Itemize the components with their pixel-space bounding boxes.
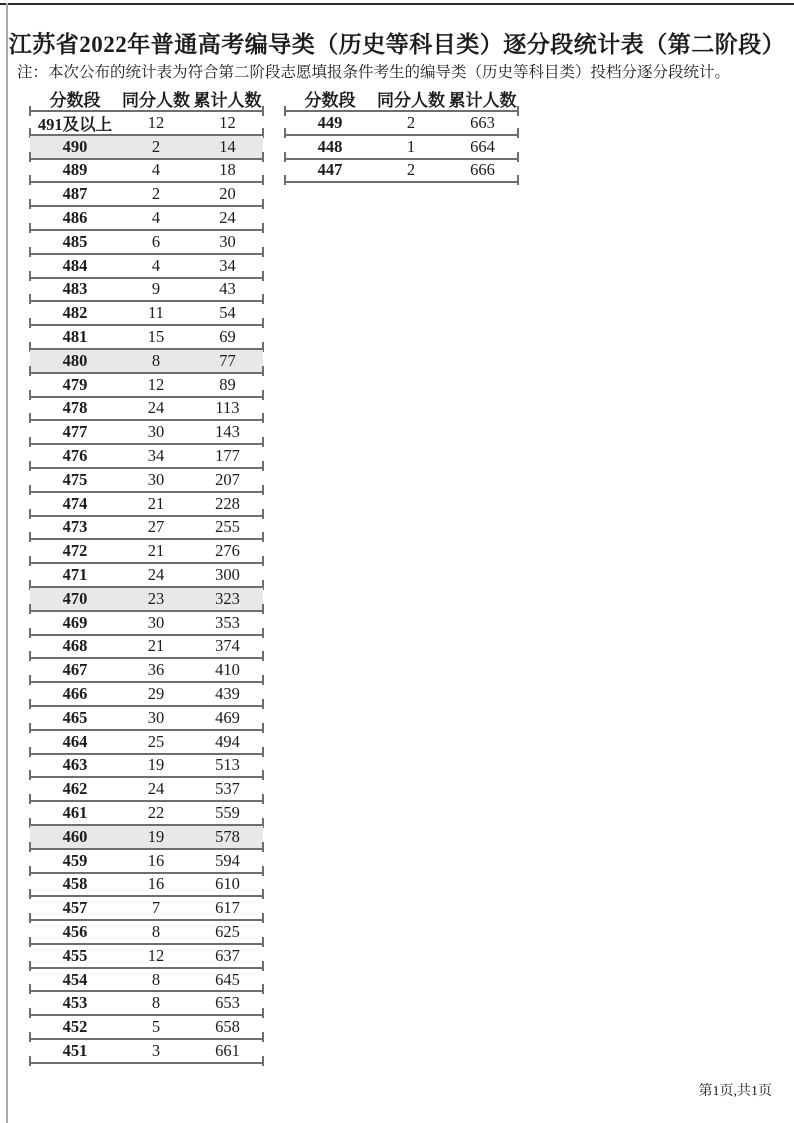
score-segment-cell: 469 (62, 612, 88, 632)
cumulative-count-cell: 578 (215, 826, 240, 846)
table-row (30, 302, 263, 326)
same-score-count-cell: 27 (147, 517, 165, 537)
same-score-count-cell: 2 (406, 160, 416, 180)
score-segment-cell: 483 (62, 279, 88, 299)
cumulative-count-cell: 594 (215, 850, 240, 870)
same-score-count-cell: 34 (147, 446, 165, 466)
same-score-count-cell: 25 (147, 731, 165, 751)
header-score-segment: 分数段 (49, 90, 101, 110)
table-row (30, 112, 263, 136)
score-segment-cell: 451 (62, 1040, 88, 1060)
header-same-score-count: 同分人数 (377, 90, 445, 110)
table-row (30, 374, 263, 398)
same-score-count-cell: 12 (147, 374, 165, 394)
cumulative-count-cell: 143 (215, 422, 240, 442)
same-score-count-cell: 9 (151, 279, 161, 299)
same-score-count-cell: 30 (147, 469, 165, 489)
score-segment-cell: 475 (62, 469, 88, 489)
same-score-count-cell: 11 (148, 303, 164, 323)
cumulative-count-cell: 439 (215, 684, 240, 704)
table-row (30, 850, 263, 874)
cumulative-count-cell: 12 (219, 112, 236, 132)
cumulative-count-cell: 255 (215, 517, 240, 537)
cumulative-count-cell: 559 (215, 803, 240, 822)
table-row (30, 517, 263, 541)
cumulative-count-cell: 663 (470, 112, 495, 132)
table-row (30, 659, 263, 683)
score-segment-cell: 463 (62, 755, 88, 775)
cumulative-count-cell: 661 (215, 1040, 240, 1060)
same-score-count-cell: 30 (147, 612, 165, 632)
same-score-count-cell: 4 (151, 160, 161, 180)
cumulative-count-cell: 207 (215, 469, 240, 489)
table-row (30, 636, 263, 660)
score-segment-cell: 482 (62, 303, 88, 323)
same-score-count-cell: 21 (147, 541, 165, 561)
cumulative-count-cell: 625 (215, 921, 240, 941)
cumulative-count-cell: 353 (215, 612, 240, 632)
score-table-left (30, 86, 263, 1064)
cumulative-count-cell: 469 (215, 707, 240, 727)
score-segment-cell: 474 (62, 493, 88, 513)
cumulative-count-cell: 18 (219, 160, 236, 180)
cumulative-count-cell: 494 (215, 731, 240, 751)
table-row (30, 992, 263, 1016)
table-row (30, 1040, 263, 1064)
cumulative-count-cell: 637 (215, 945, 240, 965)
score-segment-cell: 460 (62, 826, 88, 846)
same-score-count-cell: 21 (147, 636, 165, 656)
same-score-count-cell: 4 (151, 255, 161, 275)
table-row (30, 874, 263, 898)
same-score-count-cell: 16 (147, 850, 165, 870)
same-score-count-cell: 7 (151, 898, 161, 918)
table-row (30, 469, 263, 493)
table-row (30, 540, 263, 564)
score-segment-cell: 484 (62, 255, 88, 275)
page-note: 注：本次公布的统计表为符合第二阶段志愿填报条件考生的编导类（历史等科目类）投档分逐分段统计。 (17, 64, 731, 81)
score-segment-cell: 449 (317, 112, 343, 132)
table-row (285, 160, 518, 184)
cumulative-count-cell: 30 (219, 231, 236, 251)
same-score-count-cell: 15 (147, 327, 165, 347)
table-row (30, 755, 263, 779)
table-row (30, 707, 263, 731)
same-score-count-cell: 8 (151, 969, 161, 989)
score-segment-cell: 455 (62, 945, 88, 965)
table-body-left (30, 112, 263, 1064)
cumulative-count-cell: 653 (215, 993, 240, 1013)
score-segment-cell: 465 (62, 707, 88, 727)
table-row (30, 969, 263, 993)
cumulative-count-cell: 610 (215, 874, 240, 894)
header-cumulative-count: 累计人数 (193, 90, 262, 110)
table-row (30, 255, 263, 279)
table-row (30, 945, 263, 969)
score-segment-cell: 462 (62, 779, 88, 799)
cumulative-count-cell: 177 (215, 446, 240, 466)
table-row (30, 802, 263, 826)
score-segment-cell: 478 (62, 398, 88, 418)
score-segment-cell: 456 (62, 921, 88, 941)
table-row (30, 897, 263, 921)
table-row (30, 564, 263, 588)
header-score-segment: 分数段 (304, 90, 356, 110)
score-segment-cell: 464 (62, 731, 88, 751)
cumulative-count-cell: 43 (219, 279, 236, 299)
table-header-right (285, 86, 518, 110)
same-score-count-cell: 29 (147, 684, 165, 704)
score-segment-cell: 448 (317, 136, 343, 156)
table-row (30, 421, 263, 445)
page-title: 江苏省2022年普通高考编导类（历史等科目类）逐分段统计表（第二阶段） (8, 32, 786, 57)
score-segment-cell: 486 (62, 208, 88, 228)
cumulative-count-cell: 513 (215, 755, 240, 775)
score-segment-cell: 485 (62, 231, 88, 251)
score-segment-cell: 457 (62, 898, 88, 918)
score-segment-cell: 452 (62, 1017, 88, 1037)
table-row (30, 207, 263, 231)
score-segment-cell: 459 (62, 850, 88, 870)
score-segment-cell: 489 (62, 160, 88, 180)
table-row (30, 445, 263, 469)
table-body-right (285, 112, 518, 183)
same-score-count-cell: 24 (147, 779, 165, 799)
same-score-count-cell: 23 (147, 588, 165, 608)
score-segment-cell: 467 (62, 660, 88, 680)
table-row (30, 731, 263, 755)
table-row (30, 1016, 263, 1040)
table-row (285, 136, 518, 160)
same-score-count-cell: 3 (151, 1040, 161, 1060)
score-segment-cell: 447 (317, 160, 343, 180)
score-segment-cell: 468 (62, 636, 88, 656)
header-same-score-count: 同分人数 (122, 90, 190, 110)
same-score-count-cell: 19 (147, 755, 165, 775)
cumulative-count-cell: 537 (215, 779, 240, 799)
score-segment-cell: 491及以上 (37, 114, 113, 134)
same-score-count-cell: 2 (151, 136, 161, 156)
same-score-count-cell: 19 (147, 826, 165, 846)
same-score-count-cell: 21 (147, 493, 165, 513)
score-segment-cell: 470 (62, 588, 88, 608)
score-segment-cell: 476 (62, 446, 88, 466)
cumulative-count-cell: 323 (215, 588, 240, 608)
table-row (30, 350, 263, 374)
score-segment-cell: 480 (62, 350, 88, 370)
score-segment-cell: 471 (62, 565, 88, 585)
same-score-count-cell: 5 (151, 1017, 161, 1037)
same-score-count-cell: 12 (147, 112, 165, 132)
cumulative-count-cell: 645 (215, 969, 240, 989)
same-score-count-cell: 2 (406, 112, 416, 132)
same-score-count-cell: 30 (147, 422, 165, 442)
score-segment-cell: 458 (62, 874, 88, 894)
same-score-count-cell: 8 (151, 993, 161, 1013)
page-number: 第1页,共1页 (698, 1084, 772, 1099)
table-row (30, 231, 263, 255)
table-row (30, 778, 263, 802)
score-table-right (285, 86, 518, 183)
table-row (30, 398, 263, 422)
cumulative-count-cell: 228 (215, 493, 240, 513)
cumulative-count-cell: 658 (215, 1017, 240, 1037)
same-score-count-cell: 12 (147, 945, 165, 965)
cumulative-count-cell: 77 (219, 350, 236, 370)
page-border-left (6, 3, 8, 1123)
cumulative-count-cell: 89 (219, 374, 236, 394)
table-row (30, 588, 263, 612)
cumulative-count-cell: 410 (215, 660, 240, 680)
same-score-count-cell: 22 (147, 803, 165, 822)
same-score-count-cell: 8 (151, 921, 161, 941)
cumulative-count-cell: 617 (215, 898, 240, 918)
page-border-top (0, 3, 794, 5)
cumulative-count-cell: 113 (215, 398, 240, 418)
table-row (30, 612, 263, 636)
cumulative-count-cell: 300 (215, 565, 240, 585)
table-row (30, 683, 263, 707)
table-row (30, 921, 263, 945)
table-row (30, 826, 263, 850)
cumulative-count-cell: 54 (219, 303, 236, 323)
score-segment-cell: 454 (62, 969, 88, 989)
cumulative-count-cell: 34 (219, 255, 236, 275)
same-score-count-cell: 4 (151, 208, 161, 228)
same-score-count-cell: 24 (147, 565, 165, 585)
table-row (30, 183, 263, 207)
cumulative-count-cell: 24 (219, 208, 236, 228)
same-score-count-cell: 16 (147, 874, 165, 894)
table-row (30, 326, 263, 350)
header-cumulative-count: 累计人数 (448, 90, 517, 110)
same-score-count-cell: 2 (151, 184, 161, 204)
score-segment-cell: 479 (62, 374, 88, 394)
same-score-count-cell: 6 (151, 231, 161, 251)
score-segment-cell: 490 (62, 136, 88, 156)
same-score-count-cell: 30 (147, 707, 165, 727)
score-segment-cell: 466 (62, 684, 88, 704)
same-score-count-cell: 1 (406, 136, 416, 156)
cumulative-count-cell: 666 (470, 160, 495, 180)
same-score-count-cell: 8 (151, 350, 161, 370)
table-row (30, 493, 263, 517)
score-segment-cell: 453 (62, 993, 88, 1013)
score-segment-cell: 461 (62, 803, 88, 822)
same-score-count-cell: 36 (147, 660, 165, 680)
score-segment-cell: 481 (62, 327, 88, 347)
table-row (30, 136, 263, 160)
same-score-count-cell: 24 (147, 398, 165, 418)
cumulative-count-cell: 14 (219, 136, 236, 156)
score-segment-cell: 473 (62, 517, 88, 537)
table-row (30, 279, 263, 303)
score-segment-cell: 487 (62, 184, 88, 204)
table-row (30, 160, 263, 184)
table-header-left (30, 86, 263, 110)
cumulative-count-cell: 20 (219, 184, 236, 204)
table-row (285, 112, 518, 136)
score-segment-cell: 472 (62, 541, 88, 561)
score-segment-cell: 477 (62, 422, 88, 442)
cumulative-count-cell: 374 (215, 636, 240, 656)
cumulative-count-cell: 69 (219, 327, 236, 347)
cumulative-count-cell: 276 (215, 541, 240, 561)
cumulative-count-cell: 664 (470, 136, 495, 156)
